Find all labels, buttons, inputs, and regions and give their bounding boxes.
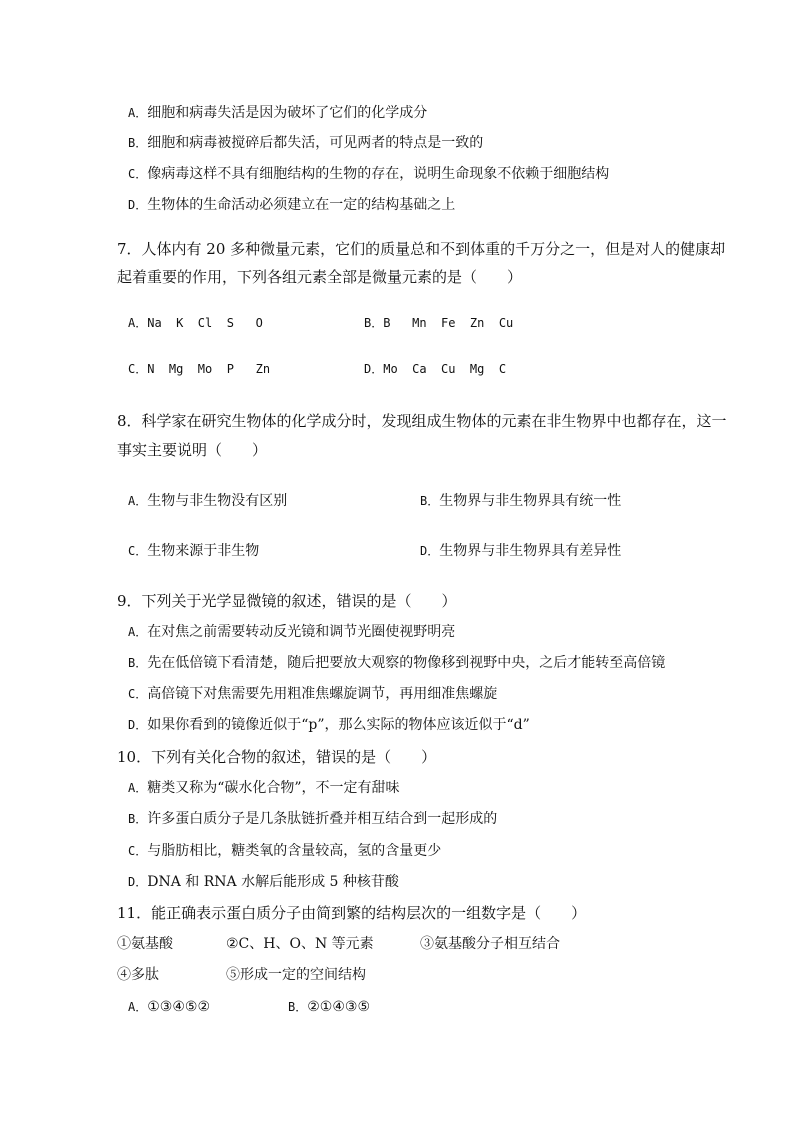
q7-option-b [364, 314, 513, 332]
option-text: ②①④③⑤ [307, 999, 370, 1015]
q8-option-d [420, 542, 621, 560]
option-label: D． [128, 198, 148, 212]
q6-option-a [128, 104, 427, 122]
option-text: 与脂肪相比，糖类氧的含量较高，氢的含量更少 [147, 843, 442, 859]
option-label: A． [128, 316, 148, 330]
q8-option-c [128, 542, 259, 560]
option-text: DNA 和 RNA 水解后能形成 5 种核苷酸 [147, 874, 399, 890]
option-label: A． [128, 494, 148, 508]
q8-option-a [128, 492, 287, 510]
option-label: C． [128, 687, 148, 701]
q11-item-1: ①氨基酸 [117, 936, 173, 952]
q11-item-5: ⑤形成一定的空间结构 [226, 967, 366, 983]
option-text: 先在低倍镜下看清楚，随后把要放大观察的物像移到视野中央，之后才能转至高倍镜 [147, 655, 666, 671]
option-label: C． [128, 362, 148, 376]
option-text: ①③④⑤② [147, 999, 210, 1015]
q11-stem: 11．能正确表示蛋白质分子由简到繁的结构层次的一组数字是（ ） [117, 904, 587, 922]
option-label: C． [128, 544, 148, 558]
option-label: D． [364, 362, 384, 376]
q7-option-a [128, 314, 263, 332]
q9-option-b [128, 654, 665, 672]
q10-option-d [128, 873, 399, 891]
q8-stem-line1: 8．科学家在研究生物体的化学成分时，发现组成生物体的元素在非生物界中也都存在，这一 [117, 412, 727, 430]
option-label: B． [420, 494, 440, 508]
option-text: Na K Cl S O [147, 316, 263, 330]
option-label: A． [128, 781, 148, 795]
option-label: C． [128, 167, 148, 181]
q9-stem: 9．下列关于光学显微镜的叙述，错误的是（ ） [117, 592, 457, 610]
q9-option-a [128, 623, 455, 641]
option-text: 细胞和病毒失活是因为破坏了它们的化学成分 [147, 105, 428, 121]
q7-stem-line1: 7．人体内有 20 多种微量元素，它们的质量总和不到体重的千万分之一，但是对人的健康却 [117, 240, 726, 258]
option-text: 细胞和病毒被搅碎后都失活，可见两者的特点是一致的 [147, 135, 484, 151]
option-label: C． [128, 844, 148, 858]
q10-option-c [128, 842, 441, 860]
option-text: Mo Ca Cu Mg C [383, 362, 507, 376]
option-text: N Mg Mo P Zn [147, 362, 271, 376]
option-label: A． [128, 1000, 148, 1014]
q6-option-b [128, 134, 483, 152]
option-text: 像病毒这样不具有细胞结构的生物的存在，说明生命现象不依赖于细胞结构 [147, 166, 610, 182]
option-label: D． [128, 718, 148, 732]
q8-option-b [420, 492, 621, 510]
option-text: 生物体的生命活动必须建立在一定的结构基础之上 [147, 197, 456, 213]
q7-stem-line2: 起着重要的作用，下列各组元素全部是微量元素的是（ ） [117, 268, 523, 286]
option-label: D． [420, 544, 440, 558]
option-text: 生物来源于非生物 [147, 543, 260, 559]
q11-option-b [288, 998, 370, 1016]
q9-option-d [128, 716, 530, 734]
q6-option-d [128, 196, 455, 214]
option-label: B． [288, 1000, 308, 1014]
q9-option-c [128, 685, 497, 703]
option-text: B Mn Fe Zn Cu [383, 316, 514, 330]
q11-item-3: ③氨基酸分子相互结合 [420, 936, 560, 952]
option-text: 糖类又称为“碳水化合物”，不一定有甜味 [147, 780, 400, 796]
q7-option-d [364, 360, 506, 378]
option-label: D． [128, 875, 148, 889]
q10-stem: 10．下列有关化合物的叙述，错误的是（ ） [117, 748, 437, 766]
option-text: 许多蛋白质分子是几条肽链折叠并相互结合到一起形成的 [147, 811, 498, 827]
option-text: 在对焦之前需要转动反光镜和调节光圈使视野明亮 [147, 624, 456, 640]
option-label: B． [128, 656, 148, 670]
q11-item-4: ④多肽 [117, 967, 159, 983]
option-label: B． [128, 136, 148, 150]
q10-option-a [128, 779, 400, 797]
option-text: 生物界与非生物界具有差异性 [439, 543, 622, 559]
option-label: A． [128, 106, 148, 120]
q11-option-a [128, 998, 210, 1016]
option-label: B． [364, 316, 384, 330]
q7-option-c [128, 360, 270, 378]
q6-option-c [128, 165, 609, 183]
option-text: 生物与非生物没有区别 [147, 493, 288, 509]
q10-option-b [128, 810, 497, 828]
option-label: B． [128, 812, 148, 826]
option-label: A． [128, 625, 148, 639]
option-text: 生物界与非生物界具有统一性 [439, 493, 622, 509]
option-text: 如果你看到的镜像近似于“p”，那么实际的物体应该近似于“d” [147, 717, 530, 733]
option-text: 高倍镜下对焦需要先用粗准焦螺旋调节，再用细准焦螺旋 [147, 686, 498, 702]
q11-item-2: ②C、H、O、N 等元素 [226, 936, 374, 952]
q8-stem-line2: 事实主要说明（ ） [117, 441, 268, 459]
